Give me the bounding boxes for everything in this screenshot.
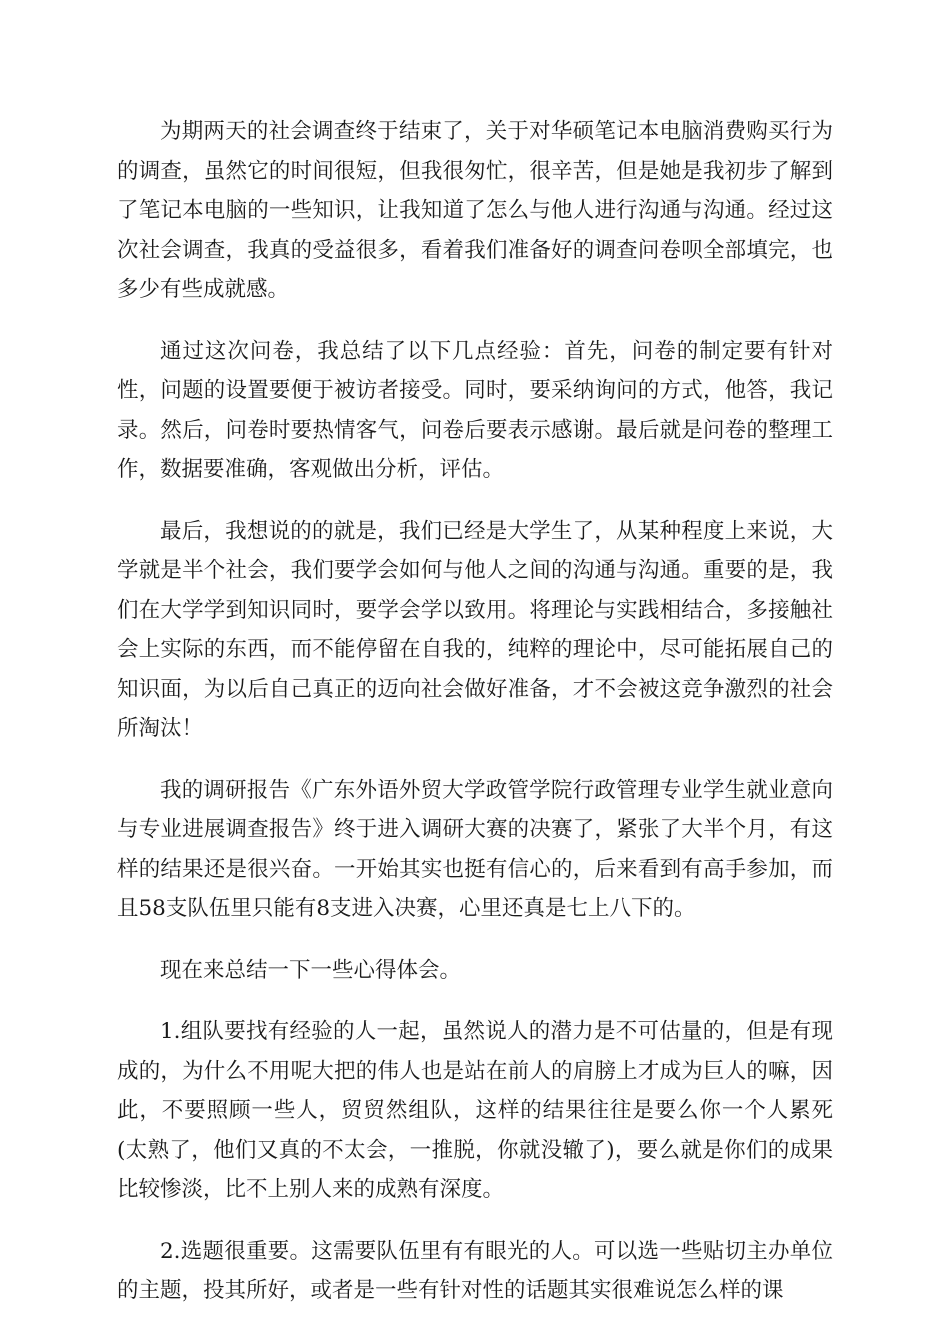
paragraph-research-report: 我的调研报告《广东外语外贸大学政管学院行政管理专业学生就业意向与专业进展调查报告》终于进入调研大赛的决赛了，紧张了大半个月，有这样的结果还是很兴奋。一开始其实也挺有信心的，后来看到有高手参加，而且58支队伍里只能有8支进入决赛，心里还真是七上八下的。	[117, 777, 833, 921]
paragraph-closing-thoughts: 最后，我想说的的就是，我们已经是大学生了，从某种程度上来说，大学就是半个社会，我们要学会如何与他人之间的沟通与沟通。重要的是，我们在大学学到知识同时，要学会学以致用。将理论与实践相结合，多接触社会上实际的东西，而不能停留在自我的，纯粹的理论中，尽可能拓展自己的知识面，为以后自己真正的迈向社会做好准备，才不会被这竞争激烈的社会所淘汰！	[117, 518, 833, 741]
paragraph-point-2-topic: 2.选题很重要。这需要队伍里有有眼光的人。可以选一些贴切主办单位的主题，投其所好，或者是一些有针对性的话题其实很难说怎么样的课	[117, 1238, 833, 1303]
paragraph-point-1-team: 1.组队要找有经验的人一起，虽然说人的潜力是不可估量的，但是有现成的，为什么不用呢大把的伟人也是站在前人的肩膀上才成为巨人的嘛，因此，不要照顾一些人，贸贸然组队，这样的结果往往是要么你一个人累死(太熟了，他们又真的不太会，一推脱，你就没辙了)，要么就是你们的成果比较惨淡，比不上别人来的成熟有深度。	[117, 1019, 833, 1202]
paragraph-questionnaire-lessons: 通过这次问卷，我总结了以下几点经验：首先，问卷的制定要有针对性，问题的设置要便于被访者接受。同时，要采纳询问的方式，他答，我记录。然后，问卷时要热情客气，问卷后要表示感谢。最后就是问卷的整理工作，数据要准确，客观做出分析，评估。	[117, 338, 833, 482]
paragraph-survey-summary: 为期两天的社会调查终于结束了，关于对华硕笔记本电脑消费购买行为的调查，虽然它的时间很短，但我很匆忙，很辛苦，但是她是我初步了解到了笔记本电脑的一些知识，让我知道了怎么与他人进行沟通与沟通。经过这次社会调查，我真的受益很多，看着我们准备好的调查问卷呗全部填完，也多少有些成就感。	[117, 119, 833, 302]
paragraph-experience-intro: 现在来总结一下一些心得体会。	[160, 957, 462, 983]
document-body	[117, 112, 833, 1333]
